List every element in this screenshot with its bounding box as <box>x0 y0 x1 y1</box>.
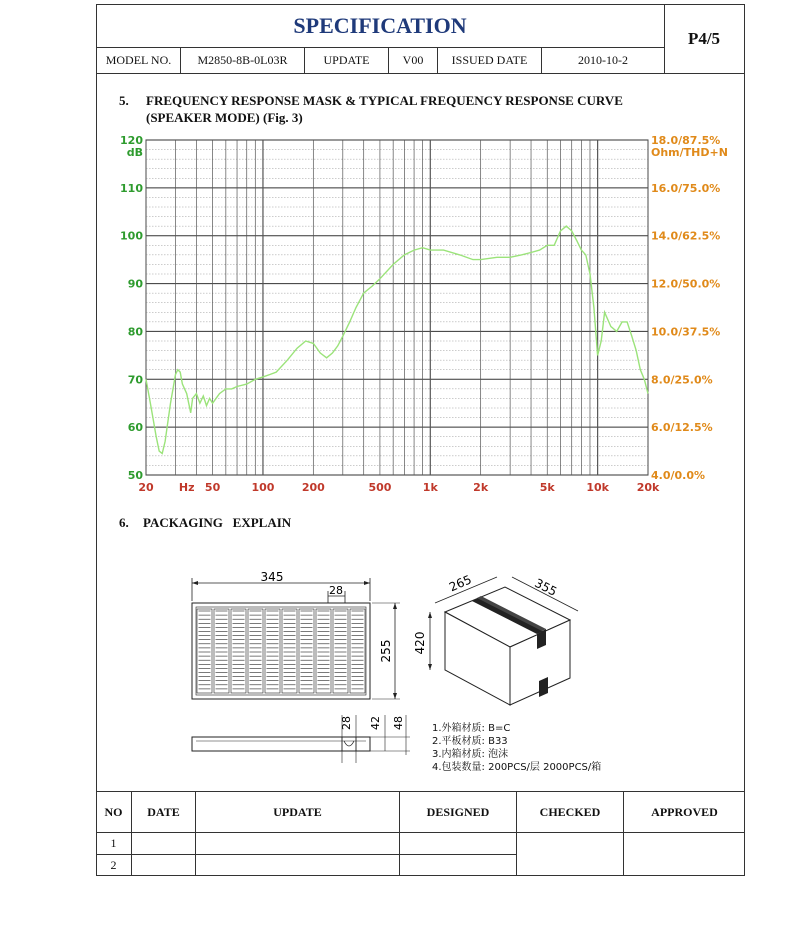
document-title: SPECIFICATION <box>293 13 467 38</box>
tray-width-label: 345 <box>260 570 284 584</box>
frequency-response-chart <box>96 130 736 500</box>
dim-28-label: 28 <box>340 716 353 730</box>
carton-box <box>413 572 578 705</box>
y-tick-label-right: 12.0/50.0% <box>651 277 721 291</box>
y-tick-label-left: 60 <box>127 421 143 435</box>
issued-date-value: 2010-10-2 <box>578 53 628 67</box>
section-6-number: 6. <box>119 515 129 530</box>
packaging-note: 4.包装数量: 200PCS/层 2000PCS/箱 <box>432 762 602 773</box>
footer-row-number: 1 <box>110 836 117 850</box>
y-tick-label-right: 14.0/62.5% <box>651 229 721 243</box>
packaging-note: 1.外箱材质: B=C <box>432 723 511 734</box>
section-5-title: FREQUENCY RESPONSE MASK & TYPICAL FREQUENCY RESPONSE CURVE <box>146 93 623 108</box>
footer-header-date: DATE <box>147 804 180 819</box>
right-axis-unit: Ohm/THD+N <box>651 146 728 159</box>
footer-header-no: NO <box>104 804 123 819</box>
section-6-title: PACKAGING EXPLAIN <box>143 515 292 530</box>
y-tick-label-left: 100 <box>120 229 143 243</box>
footer-row-number: 2 <box>110 858 117 872</box>
tray-height-label: 255 <box>379 639 393 663</box>
box-height-label: 420 <box>413 631 427 655</box>
model-label: MODEL NO. <box>105 53 172 67</box>
x-tick-label: Hz <box>178 481 195 494</box>
left-axis-unit: dB <box>126 146 143 159</box>
dim-48-label: 48 <box>392 716 405 730</box>
issued-date-label: ISSUED DATE <box>451 53 528 67</box>
footer-header-designed: DESIGNED <box>426 804 490 819</box>
update-label: UPDATE <box>323 53 370 67</box>
y-tick-label-right: 18.0/87.5% <box>651 134 721 147</box>
y-tick-label-left: 120 <box>120 134 143 147</box>
y-tick-label-left: 70 <box>127 373 143 387</box>
model-value: M2850-8B-0L03R <box>197 53 288 67</box>
x-tick-label: 1k <box>422 481 438 494</box>
dim-42-label: 42 <box>369 716 382 730</box>
packaging-note: 2.平板材质: B33 <box>432 736 508 747</box>
y-tick-label-left: 50 <box>127 469 143 482</box>
x-tick-label: 500 <box>368 481 392 494</box>
footer-header-update: UPDATE <box>273 804 322 819</box>
page-number: P4/5 <box>687 29 721 48</box>
plot-area <box>146 140 648 475</box>
x-tick-label: 5k <box>539 481 555 494</box>
update-value: V00 <box>402 53 424 67</box>
y-tick-label-left: 80 <box>127 325 143 339</box>
x-tick-label: 20k <box>636 481 660 494</box>
x-tick-label: 50 <box>204 481 221 494</box>
y-tick-label-right: 16.0/75.0% <box>651 181 721 195</box>
x-tick-label: 200 <box>301 481 325 494</box>
y-tick-label-right: 6.0/12.5% <box>651 421 713 435</box>
box-length-label: 355 <box>532 575 560 599</box>
cell-width-label: 28 <box>329 584 343 597</box>
tray-side-view <box>192 715 410 763</box>
y-tick-label-right: 10.0/37.5% <box>651 325 721 339</box>
x-tick-label: 10k <box>586 481 609 494</box>
x-tick-label: 100 <box>251 481 275 494</box>
y-tick-label-right: 8.0/25.0% <box>651 373 713 387</box>
tray-top-view <box>192 570 400 699</box>
footer-header-checked: CHECKED <box>539 804 601 819</box>
y-tick-label-right: 4.0/0.0% <box>651 469 706 482</box>
section-5-subtitle: (SPEAKER MODE) (Fig. 3) <box>146 110 303 125</box>
packaging-notes <box>432 722 601 774</box>
y-tick-label-left: 90 <box>127 277 143 291</box>
y-tick-label-left: 110 <box>120 181 143 195</box>
x-tick-label: 20 <box>138 481 154 494</box>
section-5-number: 5. <box>119 93 129 108</box>
box-depth-label: 265 <box>447 572 474 595</box>
packaging-note: 3.内箱材质: 泡沫 <box>432 749 509 760</box>
x-tick-label: 2k <box>473 481 489 494</box>
footer-header-approved: APPROVED <box>651 804 718 819</box>
